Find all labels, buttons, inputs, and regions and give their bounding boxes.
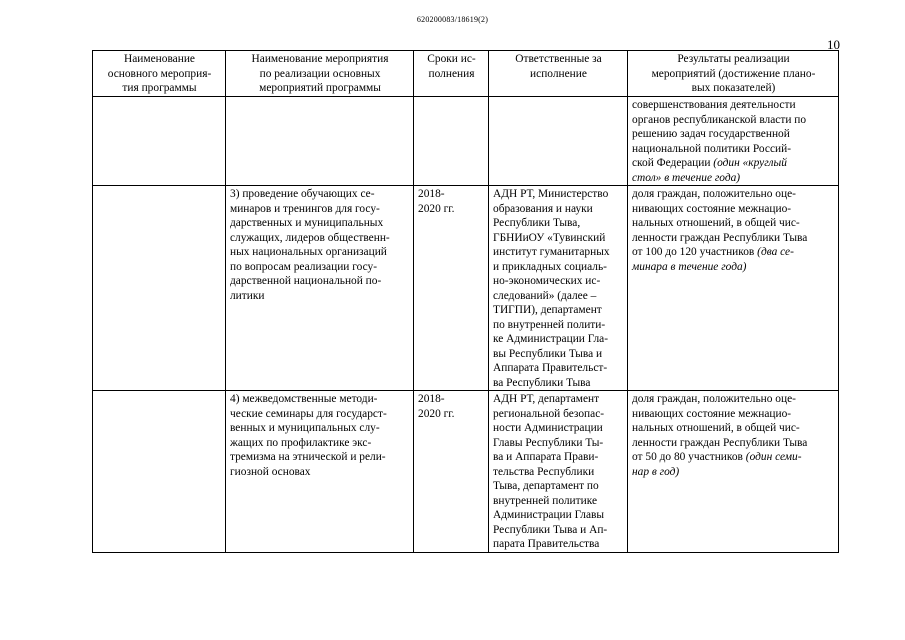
cell-results bbox=[628, 391, 839, 553]
header-activity-name: Наименование мероприятия по реализации основных мероприятий программы bbox=[226, 51, 414, 97]
results-note: (два се- минара в течение года) bbox=[632, 246, 794, 273]
cell-deadline bbox=[414, 97, 489, 186]
results-text: доля граждан, положительно оце- нивающих состояние межнацио- нальных отношений, в общей чис- ленности граждан Республики Тыва от 50 до 80 участников bbox=[632, 393, 808, 463]
cell-main-measure bbox=[93, 97, 226, 186]
page-number: 10 bbox=[827, 37, 840, 52]
cell-responsible: АДН РТ, Министерство образования и науки Республики Тыва, ГБНИиОУ «Тувинский институт гуманитарных и прикладных социаль- но-экономических ис- следований» (далее – ТИГПИ), департамент по внутренней полити- ке Администрации Гла- вы Республики Тыва и Аппарата Правительст- ва Республики Тыва bbox=[489, 186, 628, 391]
cell-activity-name: 4) межведомственные методи- ческие семинары для государст- венных и муниципальных слу- жащих по профилактике экс- тремизма на этнической и рели- гиозной основах bbox=[226, 391, 414, 553]
cell-deadline: 2018- 2020 гг. bbox=[414, 391, 489, 553]
document-id: 620200083/18619(2) bbox=[416, 15, 489, 24]
table-row bbox=[93, 391, 839, 553]
cell-deadline: 2018- 2020 гг. bbox=[414, 186, 489, 391]
cell-responsible: АДН РТ, департамент региональной безопас- ности Администрации Главы Республики Ты- ва и Аппарата Прави- тельства Республики Тыва, департамент по внутренней политике Администрации Главы Республики Тыва и Ап- парата Правительства bbox=[489, 391, 628, 553]
header-responsible: Ответственные за исполнение bbox=[489, 51, 628, 97]
cell-results bbox=[628, 97, 839, 186]
results-text: совершенствования деятельности органов республиканской власти по решению задач государственной национальной политики Россий- ской Федерации bbox=[632, 99, 807, 169]
cell-results bbox=[628, 186, 839, 391]
cell-activity-name: 3) проведение обучающих се- минаров и тренингов для госу- дарственных и муниципальных служащих, лидеров общественн- ных национальных организаций по вопросам реализации госу- дарственной национальной по- литики bbox=[226, 186, 414, 391]
table-row bbox=[93, 97, 839, 186]
table-header-row bbox=[93, 51, 839, 97]
table-row bbox=[93, 186, 839, 391]
header-deadline: Сроки ис- полнения bbox=[414, 51, 489, 97]
cell-responsible bbox=[489, 97, 628, 186]
header-main-measure: Наименование основного мероприя- тия программы bbox=[93, 51, 226, 97]
cell-main-measure bbox=[93, 186, 226, 391]
results-note: (один «круглый стол» в течение года) bbox=[632, 157, 787, 184]
cell-main-measure bbox=[93, 391, 226, 553]
header-results: Результаты реализации мероприятий (достижение плано- вых показателей) bbox=[628, 51, 839, 97]
cell-activity-name bbox=[226, 97, 414, 186]
results-text: доля граждан, положительно оце- нивающих состояние межнацио- нальных отношений, в общей чис- ленности граждан Республики Тыва от 100 до 120 участников bbox=[632, 188, 808, 258]
measures-table bbox=[92, 50, 839, 553]
results-note: (один семи- нар в год) bbox=[632, 451, 802, 478]
